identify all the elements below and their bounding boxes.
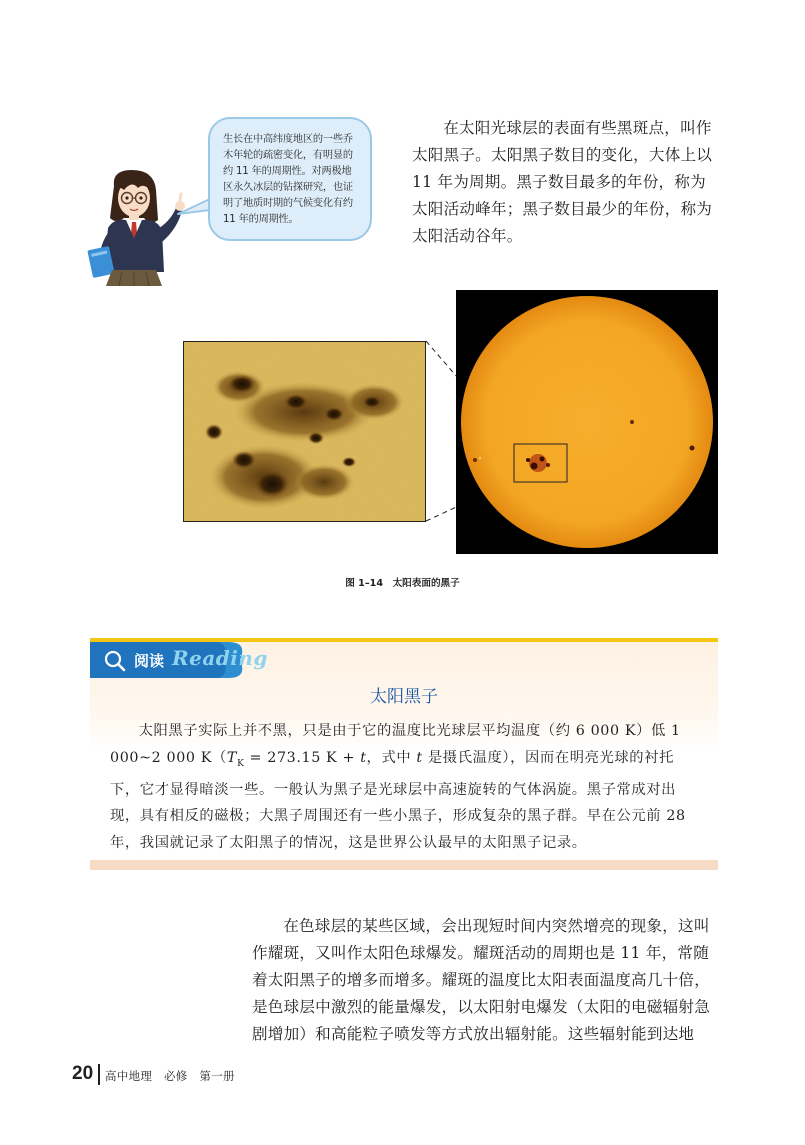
reading-title: 太阳黑子 [370, 687, 438, 707]
reading-box-bottom-bar [90, 860, 718, 870]
sunspot-closeup-graphic [184, 342, 426, 522]
reading-text-part-4: 是摄氏温度），因而在明亮光球的衬托下，它才显得暗淡一些。一般认为黑子是光球层中高速旋转的气体涡旋。黑子常成对出现，具有相反的磁极；大黑子周围还有一些小黑子，形成复杂的黑子群。早在公元前 28 年，我国就记录了太阳黑子的情况，这是世界公认最早的太阳黑子记录。 [110, 749, 686, 851]
speech-bubble-text: 生长在中高纬度地区的一些乔木年轮的疏密变化，有明显的约 11 年的周期性。对两极地区永久冰层的钻探研究，也证明了地质时期的气候变化有约 11 年的周期性。 [223, 134, 353, 225]
intro-paragraph-block [412, 115, 720, 250]
celsius-symbol: t [360, 749, 367, 766]
figure-caption: 图 1–14 太阳表面的黑子 [345, 578, 460, 589]
reading-body [110, 718, 700, 856]
temperature-symbol: T [226, 749, 238, 766]
reading-text-part-3: ，式中 [366, 749, 417, 766]
sunspot-closeup-image [183, 341, 426, 522]
full-sun-image [456, 290, 718, 554]
flare-paragraph-block [252, 913, 722, 1048]
intro-paragraph: 在太阳光球层的表面有些黑斑点，叫作太阳黑子。太阳黑子数目的变化，大体上以 11 年为周期。黑子数目最多的年份，称为太阳活动峰年；黑子数目最少的年份，称为太阳活动谷年。 [412, 119, 713, 245]
reading-label-english: Reading [172, 646, 268, 670]
reading-text-part-1: 太阳黑子实际上并不黑，只是由于它的温度比光球层平均温度（约 6 000 K）低 1 000~2 000 K（ [110, 723, 681, 766]
student-character-illustration [84, 168, 194, 286]
flare-paragraph: 在色球层的某些区域，会出现短时间内突然增亮的现象，这叫作耀斑，又叫作太阳色球爆发。耀斑活动的周期也是 11 年，常随着太阳黑子的增多而增多。耀斑的温度比太阳表面温度高几十倍，是色球层中激烈的能量爆发，以太阳射电爆发（太阳的电磁辐射急剧增加）和高能粒子喷发等方式放出辐射能。这些辐射能到达地 [252, 917, 711, 1043]
reading-paragraph [110, 718, 700, 856]
footer-divider [98, 1064, 100, 1085]
page-number: 20 [72, 1063, 94, 1084]
footer-book-title: 高中地理 必修 第一册 [105, 1069, 235, 1083]
celsius-symbol-2: t [416, 749, 423, 766]
reading-label: 阅读 [134, 652, 165, 670]
reading-sidebar-box [90, 638, 718, 872]
sun-disk-graphic [456, 290, 718, 554]
temperature-subscript: K [237, 758, 245, 769]
speech-bubble [208, 117, 372, 241]
search-icon [104, 650, 126, 672]
reading-text-part-2: = 273.15 K + [244, 749, 361, 766]
